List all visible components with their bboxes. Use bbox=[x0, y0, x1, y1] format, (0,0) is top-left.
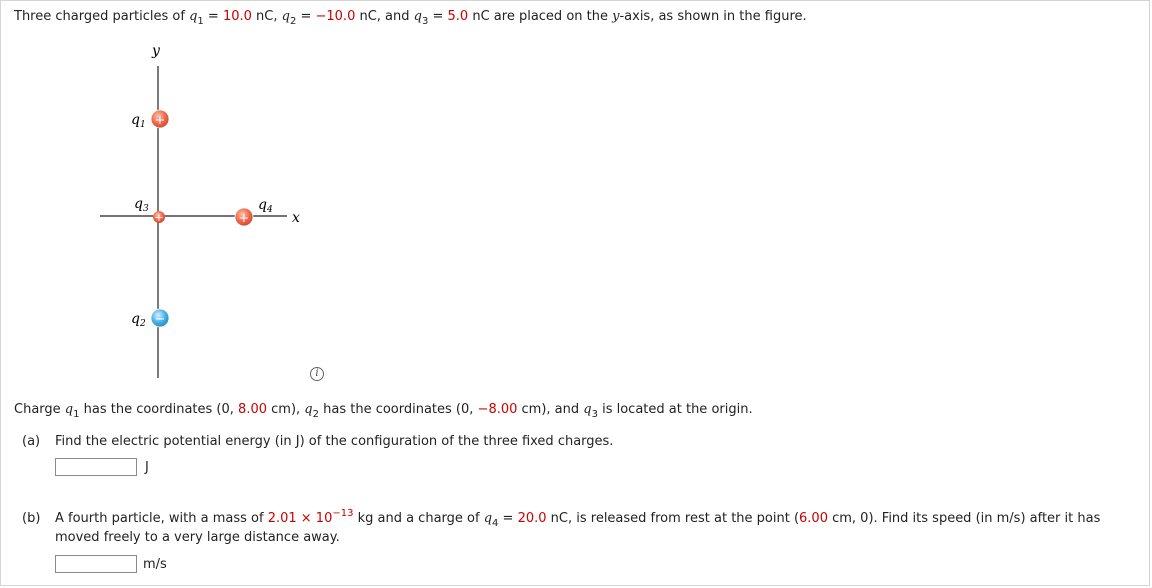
q1-value: 10.0 bbox=[222, 9, 252, 24]
intro-text: Three charged particles of $q_1 = 10.0$ nC, $q_2 = -10.0$ nC, and $q_3 = 5.0$ nC are placed on the y-axis, as shown in the figure. bbox=[14, 9, 807, 27]
part-b-question: A fourth particle, with a mass of $2.01 \times 10^{-13}$ kg and a charge of $q_4 = 20.0$ nC, is released from rest at the point (6.00 cm, 0). Find its speed (in m/s) after it has bbox=[55, 508, 1101, 529]
part-a-answer-input[interactable] bbox=[55, 458, 137, 476]
q4-label: $q_4$ bbox=[258, 197, 273, 215]
q3-value: 5.0 bbox=[447, 9, 469, 24]
svg-text:+: + bbox=[238, 211, 250, 226]
svg-text:−: − bbox=[154, 312, 166, 327]
charge-q4 bbox=[235, 197, 273, 226]
coordinates-text: Charge $q_1$ has the coordinates (0, 8.00 cm), $q_2$ has the coordinates (0, −8.00 cm), and $q_3$ is located at the origin. bbox=[14, 402, 753, 420]
part-b-answer-input[interactable] bbox=[55, 555, 137, 573]
part-b-label: (b) bbox=[22, 511, 41, 526]
q3-label: $q_3$ bbox=[134, 196, 149, 214]
charge-figure bbox=[0, 38, 330, 388]
q2-label: $q_2$ bbox=[131, 311, 146, 329]
part-b-unit: m/s bbox=[143, 557, 167, 572]
info-icon[interactable]: i bbox=[310, 367, 324, 381]
q2-value: −10.0 bbox=[315, 9, 356, 24]
part-b-question-line2: moved freely to a very large distance away. bbox=[55, 530, 340, 545]
part-a-label: (a) bbox=[22, 434, 41, 449]
charge-q2 bbox=[131, 309, 169, 329]
x-axis-label: x bbox=[292, 210, 300, 226]
charge-q1 bbox=[131, 110, 169, 130]
charge-q3 bbox=[134, 196, 165, 224]
svg-text:+: + bbox=[154, 211, 164, 224]
y-axis-label: y bbox=[152, 43, 160, 59]
svg-text:+: + bbox=[154, 113, 166, 128]
part-a-unit: J bbox=[145, 460, 149, 475]
q1-label: $q_1$ bbox=[131, 112, 146, 130]
part-a-question: Find the electric potential energy (in J) of the configuration of the three fixed charges. bbox=[55, 434, 614, 449]
